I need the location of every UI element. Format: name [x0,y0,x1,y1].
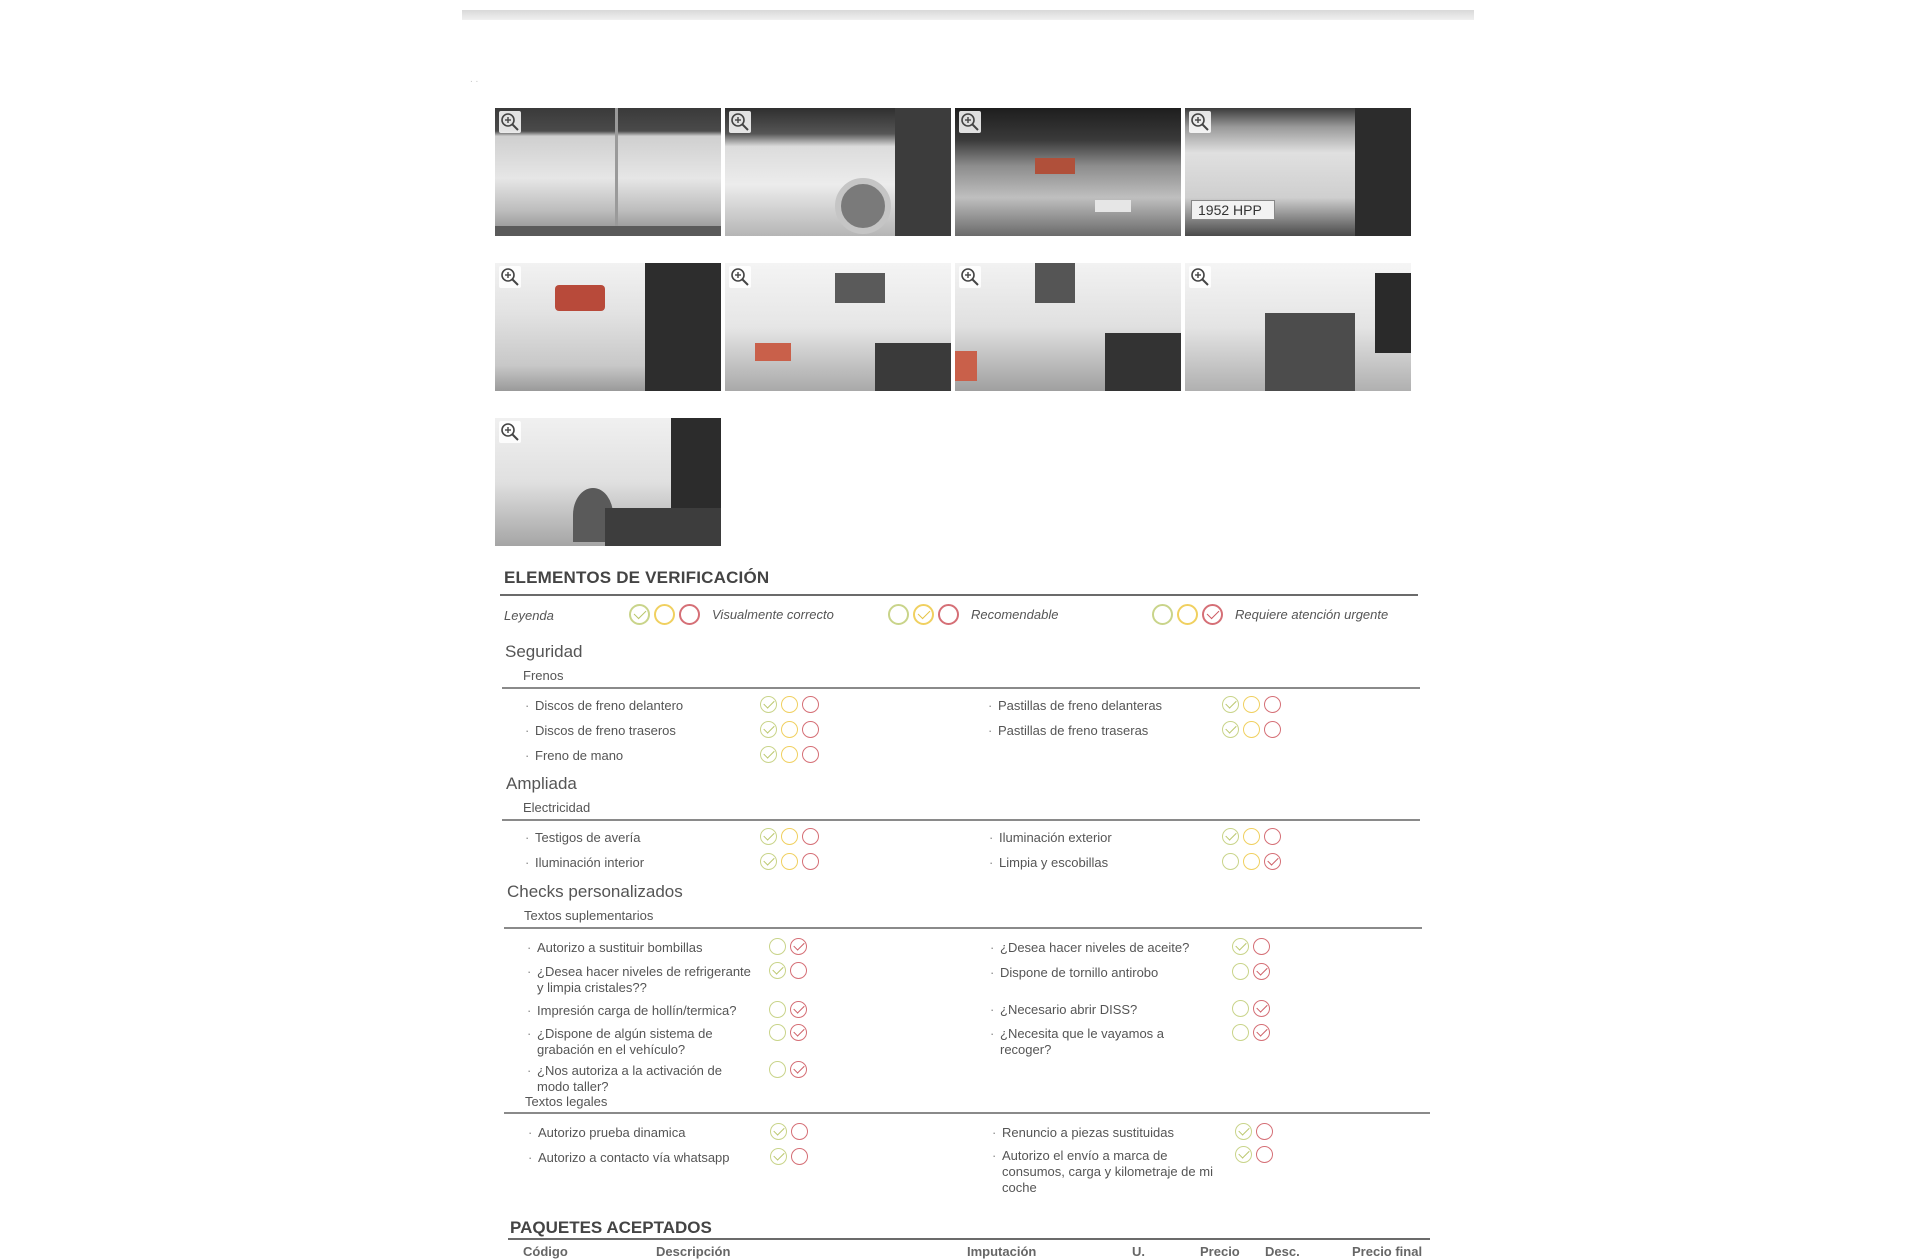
urgent-circle-icon [802,746,819,763]
car-photo-plate[interactable] [1185,108,1411,236]
bullet: · [527,1026,532,1041]
car-photo-rear-quarter[interactable] [725,108,951,236]
check-item [527,964,752,996]
col-precio-final: Precio final [1352,1244,1423,1259]
check-item [988,698,1213,714]
status-indicator[interactable] [1232,1024,1274,1041]
sub-textos-legales: Textos legales [525,1094,608,1109]
ok-circle-icon [769,938,786,955]
zoom-icon[interactable] [729,266,751,288]
status-indicator[interactable] [1232,1000,1274,1017]
status-indicator[interactable] [1235,1123,1277,1140]
legend-label: Leyenda [504,608,554,623]
recommend-circle-icon [781,746,798,763]
check-item-label: Impresión carga de hollín/termica? [537,1003,737,1018]
urgent-circle-icon [1253,1024,1270,1041]
frenos-divider [502,687,1420,689]
legend [504,604,1404,628]
zoom-icon[interactable] [959,111,981,133]
status-indicator[interactable] [769,962,811,979]
ok-circle-icon [770,1148,787,1165]
urgent-circle-icon [1264,853,1281,870]
check-item [989,830,1214,846]
check-item-label: ¿Desea hacer niveles de refrigerante y limpia cristales?? [537,964,751,995]
ok-circle-icon [769,1001,786,1018]
check-item [525,855,750,871]
check-item-label: Autorizo el envío a marca de consumos, carga y kilometraje de mi coche [1002,1148,1213,1195]
status-indicator[interactable] [760,721,823,738]
ok-circle-icon [1222,696,1239,713]
check-item [525,698,750,714]
status-indicator[interactable] [769,1024,811,1041]
status-indicator[interactable] [769,1001,811,1018]
check-item [527,1026,752,1058]
ok-circle-icon [1232,1024,1249,1041]
check-item [989,855,1214,871]
status-indicator[interactable] [1222,721,1285,738]
check-item [992,1125,1217,1141]
ok-circle-icon [1222,721,1239,738]
zoom-icon[interactable] [499,266,521,288]
urgent-circle-icon [790,962,807,979]
urgent-circle-icon [1202,604,1223,625]
car-photo-side-doors[interactable] [495,108,721,236]
urgent-circle-icon [679,604,700,625]
col-imputacion: Imputación [967,1244,1037,1259]
bullet: · [990,940,995,955]
bullet: · [988,698,993,713]
car-photo-rear[interactable] [955,108,1181,236]
bullet: · [525,855,530,870]
urgent-circle-icon [802,721,819,738]
check-item-label: Iluminación interior [535,855,645,870]
group-seguridad: Seguridad [505,642,583,661]
check-item-label: Discos de freno traseros [535,723,676,738]
col-descripcion: Descripción [656,1244,731,1259]
urgent-circle-icon [790,938,807,955]
zoom-icon[interactable] [1189,111,1211,133]
bullet: · [990,965,995,980]
ok-circle-icon [1222,853,1239,870]
bullet: · [992,1148,997,1163]
check-item-label: ¿Nos autoriza a la activación de modo taller? [537,1063,722,1094]
check-item-label: Autorizo a sustituir bombillas [537,940,703,955]
check-item-label: Dispone de tornillo antirobo [1000,965,1159,980]
bullet: · [990,1026,995,1041]
status-indicator[interactable] [1222,853,1285,870]
recommend-circle-icon [1243,721,1260,738]
ok-circle-icon [1152,604,1173,625]
status-indicator[interactable] [1222,696,1285,713]
bullet: · [527,1063,532,1078]
zoom-icon[interactable] [729,111,751,133]
recommend-circle-icon [1243,828,1260,845]
legend-urgent-text: Requiere atención urgente [1235,607,1389,622]
check-item [992,1148,1217,1196]
check-item-label: Iluminación exterior [999,830,1112,845]
urgent-circle-icon [790,1061,807,1078]
recommend-circle-icon [781,696,798,713]
urgent-circle-icon [791,1148,808,1165]
zoom-icon[interactable] [499,111,521,133]
check-item-label: Autorizo a contacto vía whatsapp [538,1150,730,1165]
zoom-icon[interactable] [499,421,521,443]
bullet: · [990,1002,995,1017]
group-checks: Checks personalizados [507,882,683,901]
check-item [990,1026,1215,1058]
check-item [527,1063,752,1095]
status-indicator[interactable] [1235,1146,1277,1163]
status-indicator[interactable] [760,746,823,763]
bullet: · [527,964,532,979]
urgent-circle-icon [802,853,819,870]
urgent-circle-icon [1253,963,1270,980]
paquetes-divider [508,1238,1430,1240]
bullet: · [525,723,530,738]
check-item-label: ¿Dispone de algún sistema de grabación en el vehículo? [537,1026,713,1057]
legend-ok-text: Visualmente correcto [712,607,834,622]
status-indicator[interactable] [769,1061,811,1078]
ok-circle-icon [1222,828,1239,845]
check-item [988,723,1213,739]
legend-recommend [888,604,1058,625]
sub-textos-suplementarios: Textos suplementarios [524,908,654,923]
status-indicator[interactable] [760,828,823,845]
check-item-label: Limpia y escobillas [999,855,1109,870]
check-item-label: ¿Desea hacer niveles de aceite? [1000,940,1190,955]
check-item-label: Pastillas de freno traseras [998,723,1149,738]
ok-circle-icon [760,746,777,763]
check-item-label: ¿Necesario abrir DISS? [1000,1002,1138,1017]
status-indicator[interactable] [770,1123,812,1140]
zoom-icon[interactable] [959,266,981,288]
bullet: · [528,1125,533,1140]
car-photo-side-lift[interactable] [725,263,951,391]
status-indicator[interactable] [1222,828,1285,845]
car-photo-rear-light[interactable] [495,263,721,391]
ok-circle-icon [760,853,777,870]
legales-divider [504,1112,1430,1114]
check-item [990,965,1215,981]
bullet: · [525,698,530,713]
check-item-label: ¿Necesita que le vayamos a recoger? [1000,1026,1165,1057]
ok-circle-icon [1235,1146,1252,1163]
ok-circle-icon [769,962,786,979]
ok-circle-icon [1232,963,1249,980]
col-precio: Precio [1200,1244,1240,1259]
status-indicator[interactable] [760,696,823,713]
urgent-circle-icon [802,828,819,845]
license-plate: 1952 HPP [1191,200,1275,220]
bullet: · [527,940,532,955]
recommend-circle-icon [1243,853,1260,870]
bullet: · [988,723,993,738]
urgent-circle-icon [802,696,819,713]
check-item [528,1125,753,1141]
col-codigo: Código [523,1244,568,1259]
status-indicator[interactable] [770,1148,812,1165]
recommend-circle-icon [1243,696,1260,713]
ok-circle-icon [769,1024,786,1041]
paquetes-title: PAQUETES ACEPTADOS [510,1218,712,1237]
car-photo-front-side[interactable] [495,418,721,546]
check-item-label: Autorizo prueba dinamica [538,1125,686,1140]
bullet: · [527,1003,532,1018]
urgent-circle-icon [1253,1000,1270,1017]
suplementarios-divider [504,927,1422,929]
ok-circle-icon [769,1061,786,1078]
bullet: · [989,830,994,845]
check-item-label: Discos de freno delantero [535,698,684,713]
check-item [525,830,750,846]
verification-title: ELEMENTOS DE VERIFICACIÓN [504,568,770,587]
electricidad-divider [502,819,1420,821]
sub-electricidad: Electricidad [523,800,591,815]
urgent-circle-icon [1253,938,1270,955]
recommend-circle-icon [654,604,675,625]
bullet: · [525,830,530,845]
check-item [990,940,1215,956]
ok-circle-icon [770,1123,787,1140]
group-ampliada: Ampliada [506,774,577,793]
urgent-circle-icon [1264,721,1281,738]
ok-circle-icon [760,828,777,845]
status-indicator[interactable] [760,853,823,870]
check-item-label: Pastillas de freno delanteras [998,698,1163,713]
urgent-circle-icon [1264,828,1281,845]
legend-recommend-text: Recomendable [971,607,1059,622]
ok-circle-icon [1232,1000,1249,1017]
col-descuento: Desc. [1265,1244,1300,1259]
scan-edge [462,10,1474,20]
check-item [990,1002,1215,1018]
bullet: · [525,748,530,763]
bullet: · [528,1150,533,1165]
check-item [527,940,752,956]
ok-circle-icon [1235,1123,1252,1140]
check-item [525,748,750,764]
ok-circle-icon [888,604,909,625]
legend-urgent [1152,604,1388,625]
zoom-icon[interactable] [1189,266,1211,288]
urgent-circle-icon [791,1123,808,1140]
check-item [528,1150,753,1166]
recommend-circle-icon [781,828,798,845]
scan-mark: . . [470,74,479,85]
status-indicator[interactable] [769,938,811,955]
urgent-circle-icon [1264,696,1281,713]
check-item [527,1003,752,1019]
urgent-circle-icon [1256,1146,1273,1163]
legend-ok [629,604,834,625]
ok-circle-icon [629,604,650,625]
urgent-circle-icon [1256,1123,1273,1140]
recommend-circle-icon [781,853,798,870]
status-indicator[interactable] [1232,963,1274,980]
bullet: · [989,855,994,870]
recommend-circle-icon [1177,604,1198,625]
car-photo-side-lift-2[interactable] [955,263,1181,391]
check-item [525,723,750,739]
ok-circle-icon [760,721,777,738]
status-indicator[interactable] [1232,938,1274,955]
check-item-label: Freno de mano [535,748,624,763]
recommend-circle-icon [913,604,934,625]
check-item-label: Renuncio a piezas sustituidas [1002,1125,1174,1140]
urgent-circle-icon [938,604,959,625]
photo-grid [495,108,1415,548]
check-item-label: Testigos de avería [535,830,641,845]
ok-circle-icon [1232,938,1249,955]
urgent-circle-icon [790,1001,807,1018]
urgent-circle-icon [790,1024,807,1041]
car-photo-front-wheel[interactable] [1185,263,1411,391]
bullet: · [992,1125,997,1140]
verification-divider [500,594,1418,596]
ok-circle-icon [760,696,777,713]
col-unidades: U. [1132,1244,1145,1259]
sub-frenos: Frenos [523,668,564,683]
recommend-circle-icon [781,721,798,738]
